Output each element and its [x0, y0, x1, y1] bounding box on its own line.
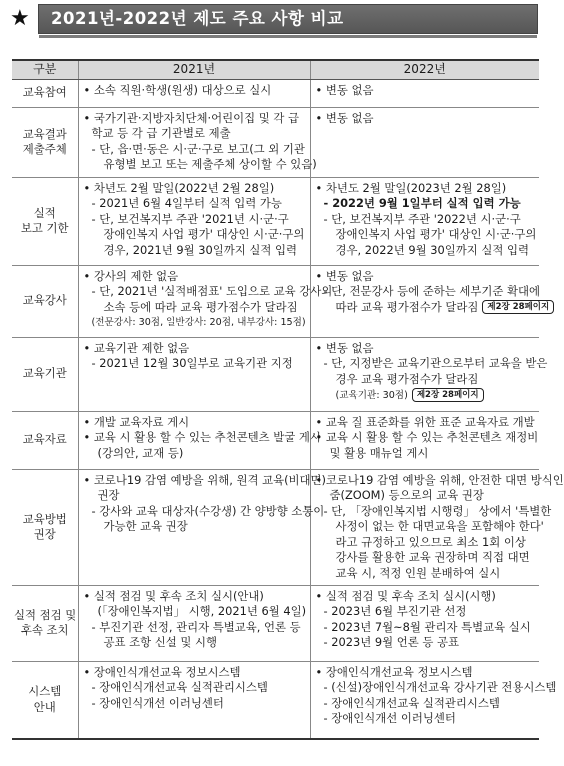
cell-line: (전문강사: 30점, 일반강사: 20점, 내부강사: 15점)	[91, 317, 306, 328]
cell-line: 경우 교육 평가점수가 달라짐	[335, 371, 479, 386]
cell-line: 공표 조항 신설 및 시행	[103, 635, 218, 649]
cell-line: • 교육 시 활용 할 수 있는 추천콘텐츠 발굴 게시	[83, 430, 321, 444]
cell-line: - 2023년 6월 부진기관 선정	[323, 604, 467, 618]
cell-line-with-badge	[316, 299, 550, 316]
cell-line: 강사를 활용한 교육 권장하며 직접 대면	[335, 550, 530, 564]
star-icon: ★	[10, 6, 30, 31]
cell-line: • 국가기관·지방자치단체·어린이집 및 각 급	[83, 110, 300, 125]
cell-line: 권장	[97, 488, 120, 502]
cell-line: 경우, 2022년 9월 30일까지 실적 입력	[335, 242, 529, 257]
cell-line: - 장애인식개선 이러닝센터	[91, 695, 224, 710]
cell-2022	[310, 411, 539, 469]
cell-line: 교육 시, 적정 인원 분배하여 실시	[335, 565, 501, 580]
cell-line: 줌(ZOOM) 등으로의 교육 권장	[329, 488, 484, 502]
row-label	[12, 469, 78, 585]
cell-2021	[78, 177, 310, 265]
row-label-text: 실적 점검 및	[14, 607, 77, 622]
section-title: 2021년-2022년 제도 주요 사항 비교	[51, 9, 344, 28]
row-label-text: 제출주체	[22, 142, 67, 156]
row-label	[12, 411, 78, 469]
cell-line: - 단, 보건복지부 주관 '2022년 시·군·구	[323, 211, 521, 226]
cell-line: 장애인복지 사업 평가' 대상인 시·군·구의	[335, 227, 537, 241]
cell-line: • 교육 질 표준화를 위한 표준 교육자료 개발	[315, 414, 535, 429]
table-row	[12, 107, 539, 177]
cell-line: - 부진기관 선정, 관리자 특별교육, 언론 등	[91, 619, 301, 634]
column-header-category: 구분	[12, 60, 78, 79]
cell-line: 유형별 보고 또는 제출주체 상이할 수 있음)	[103, 157, 317, 171]
row-label-text: 안내	[33, 699, 56, 714]
cell-line: • 변동 없음	[315, 110, 374, 125]
cell-line: • 장애인식개선교육 정보시스템	[83, 664, 241, 679]
cell-line: • 실적 점검 및 후속 조치 실시(안내)	[83, 588, 264, 603]
cell-line: • 코로나19 감염 예방을 위해, 안전한 대면 방식인	[315, 472, 564, 487]
cell-line: - 장애인식개선교육 실적관리시스템	[91, 680, 268, 694]
cell-line: • 소속 직원·학생(원생) 대상으로 실시	[83, 82, 272, 97]
cell-line-text: (교육기관: 30점)	[335, 390, 408, 401]
cell-line: - 단, 지정받은 교육기관으로부터 교육을 받은	[323, 356, 548, 370]
cell-line: - (신설)장애인식개선교육 강사기관 전용시스템	[323, 680, 557, 694]
cell-line: • 코로나19 감염 예방을 위해, 원격 교육(비대면)	[83, 472, 327, 487]
cell-line: - 단, 보건복지부 주관 '2021년 시·군·구	[91, 211, 289, 226]
table-row	[12, 337, 539, 411]
cell-line: - 장애인식개선 이러닝센터	[323, 711, 456, 725]
table-row	[12, 177, 539, 265]
table-row	[12, 585, 539, 661]
cell-line: 소속 등에 따라 교육 평가점수가 달라짐	[103, 299, 298, 314]
cell-line: - 2021년 6월 4일부터 실적 입력 가능	[91, 196, 282, 210]
cell-2022	[310, 469, 564, 585]
cell-line: - 2021년 12월 30일부로 교육기관 지정	[91, 356, 293, 370]
cell-2021	[78, 585, 310, 661]
row-label	[12, 177, 78, 265]
column-header-2022: 2022년	[310, 60, 539, 79]
page-reference-badge: 제2장 28페이지	[482, 300, 554, 314]
cell-2022	[310, 661, 557, 739]
cell-line-with-badge	[316, 387, 535, 404]
cell-2021	[78, 265, 333, 337]
row-label	[12, 661, 78, 739]
cell-line: - 2023년 7월~8월 관리자 특별교육 실시	[323, 619, 531, 634]
row-label-text: 실적	[33, 205, 56, 220]
cell-line: 사정이 없는 한 대면교육을 포함해야 한다'	[335, 519, 544, 533]
row-label-text: 후속 조치	[20, 623, 69, 637]
cell-line: • 교육 시 활용 할 수 있는 추천콘텐츠 재정비	[315, 430, 539, 444]
row-label-text: 보고 기한	[20, 221, 69, 235]
table-header-row	[12, 60, 539, 79]
cell-2022	[310, 177, 539, 265]
cell-line: - 2023년 9월 언론 등 공표	[323, 635, 459, 649]
row-label-text: 교육참여	[22, 85, 67, 100]
cell-2022	[310, 337, 548, 411]
cell-line: 장애인복지 사업 평가' 대상인 시·군·구의	[103, 227, 305, 241]
table-row	[12, 79, 539, 107]
cell-2022	[310, 79, 539, 107]
cell-line: - 단, 2021년 '실적배점표' 도입으로 교육 강사의	[91, 284, 333, 298]
cell-line: (「장애인복지법」 시행, 2021년 6월 4일)	[97, 604, 307, 618]
cell-2021	[78, 411, 321, 469]
row-label-text: 교육결과	[22, 126, 67, 141]
cell-line: • 강사의 제한 없음	[83, 268, 179, 283]
cell-line: (강의안, 교재 등)	[97, 445, 184, 460]
cell-line: • 변동 없음	[315, 82, 374, 97]
row-label	[12, 337, 78, 411]
cell-2021	[78, 337, 310, 411]
cell-2022	[310, 265, 550, 337]
cell-line: • 개발 교육자료 게시	[83, 414, 190, 429]
row-label	[12, 585, 78, 661]
table-row	[12, 469, 539, 585]
cell-2021	[78, 107, 317, 177]
cell-line: 라고 규정하고 있으므로 최소 1회 이상	[335, 534, 526, 549]
row-label	[12, 265, 78, 337]
cell-line: - 단, 읍·면·동은 시·군·구로 보고(그 외 기관	[91, 141, 305, 156]
row-label-text: 시스템	[28, 684, 62, 699]
cell-line: 경우, 2021년 9월 30일까지 실적 입력	[103, 242, 297, 257]
cell-2022	[310, 585, 539, 661]
table-row	[12, 265, 539, 337]
cell-line: • 변동 없음	[315, 340, 374, 355]
cell-line: • 변동 없음	[315, 268, 374, 283]
cell-line-text: 따라 교육 평가점수가 달라짐	[335, 299, 479, 314]
table-row	[12, 661, 539, 739]
cell-line: • 장애인식개선교육 정보시스템	[315, 664, 473, 679]
cell-2021	[78, 469, 327, 585]
cell-line: - 강사와 교육 대상자(수강생) 간 양방향 소통이	[91, 503, 325, 518]
row-label-text: 교육자료	[22, 432, 67, 447]
cell-line: 학교 등 각 급 기관별로 제출	[91, 126, 231, 140]
row-label-text: 권장	[33, 527, 56, 541]
title-bar	[38, 4, 538, 34]
page-reference-badge: 제2장 28페이지	[412, 388, 484, 402]
table-row	[12, 411, 539, 469]
cell-line: - 단, 전문강사 등에 준하는 세부기준 확대에	[323, 284, 541, 298]
cell-line: • 차년도 2월 말일(2022년 2월 28일)	[83, 180, 275, 195]
cell-line: - 2022년 9월 1일부터 실적 입력 가능	[323, 196, 521, 210]
cell-line: 가능한 교육 권장	[103, 519, 188, 533]
cell-2021	[78, 79, 310, 107]
row-label-text: 교육강사	[22, 293, 67, 308]
cell-2021	[78, 661, 310, 739]
row-label-text: 교육방법	[22, 511, 67, 526]
row-label-text: 교육기관	[22, 366, 67, 381]
cell-line: • 실적 점검 및 후속 조치 실시(시행)	[315, 588, 496, 603]
cell-line: • 교육기관 제한 없음	[83, 340, 190, 355]
cell-line: - 장애인식개선교육 실적관리시스템	[323, 695, 500, 710]
cell-line: - 단, 「장애인복지법 시행령」 상에서 '특별한	[323, 503, 552, 518]
section-header	[0, 2, 548, 38]
cell-line: • 차년도 2월 말일(2023년 2월 28일)	[315, 180, 507, 195]
cell-2022	[310, 107, 539, 177]
row-label	[12, 79, 78, 107]
cell-line: 및 활용 매뉴얼 게시	[329, 445, 429, 460]
row-label	[12, 107, 78, 177]
comparison-table	[12, 59, 564, 740]
column-header-2021: 2021년	[78, 60, 310, 79]
